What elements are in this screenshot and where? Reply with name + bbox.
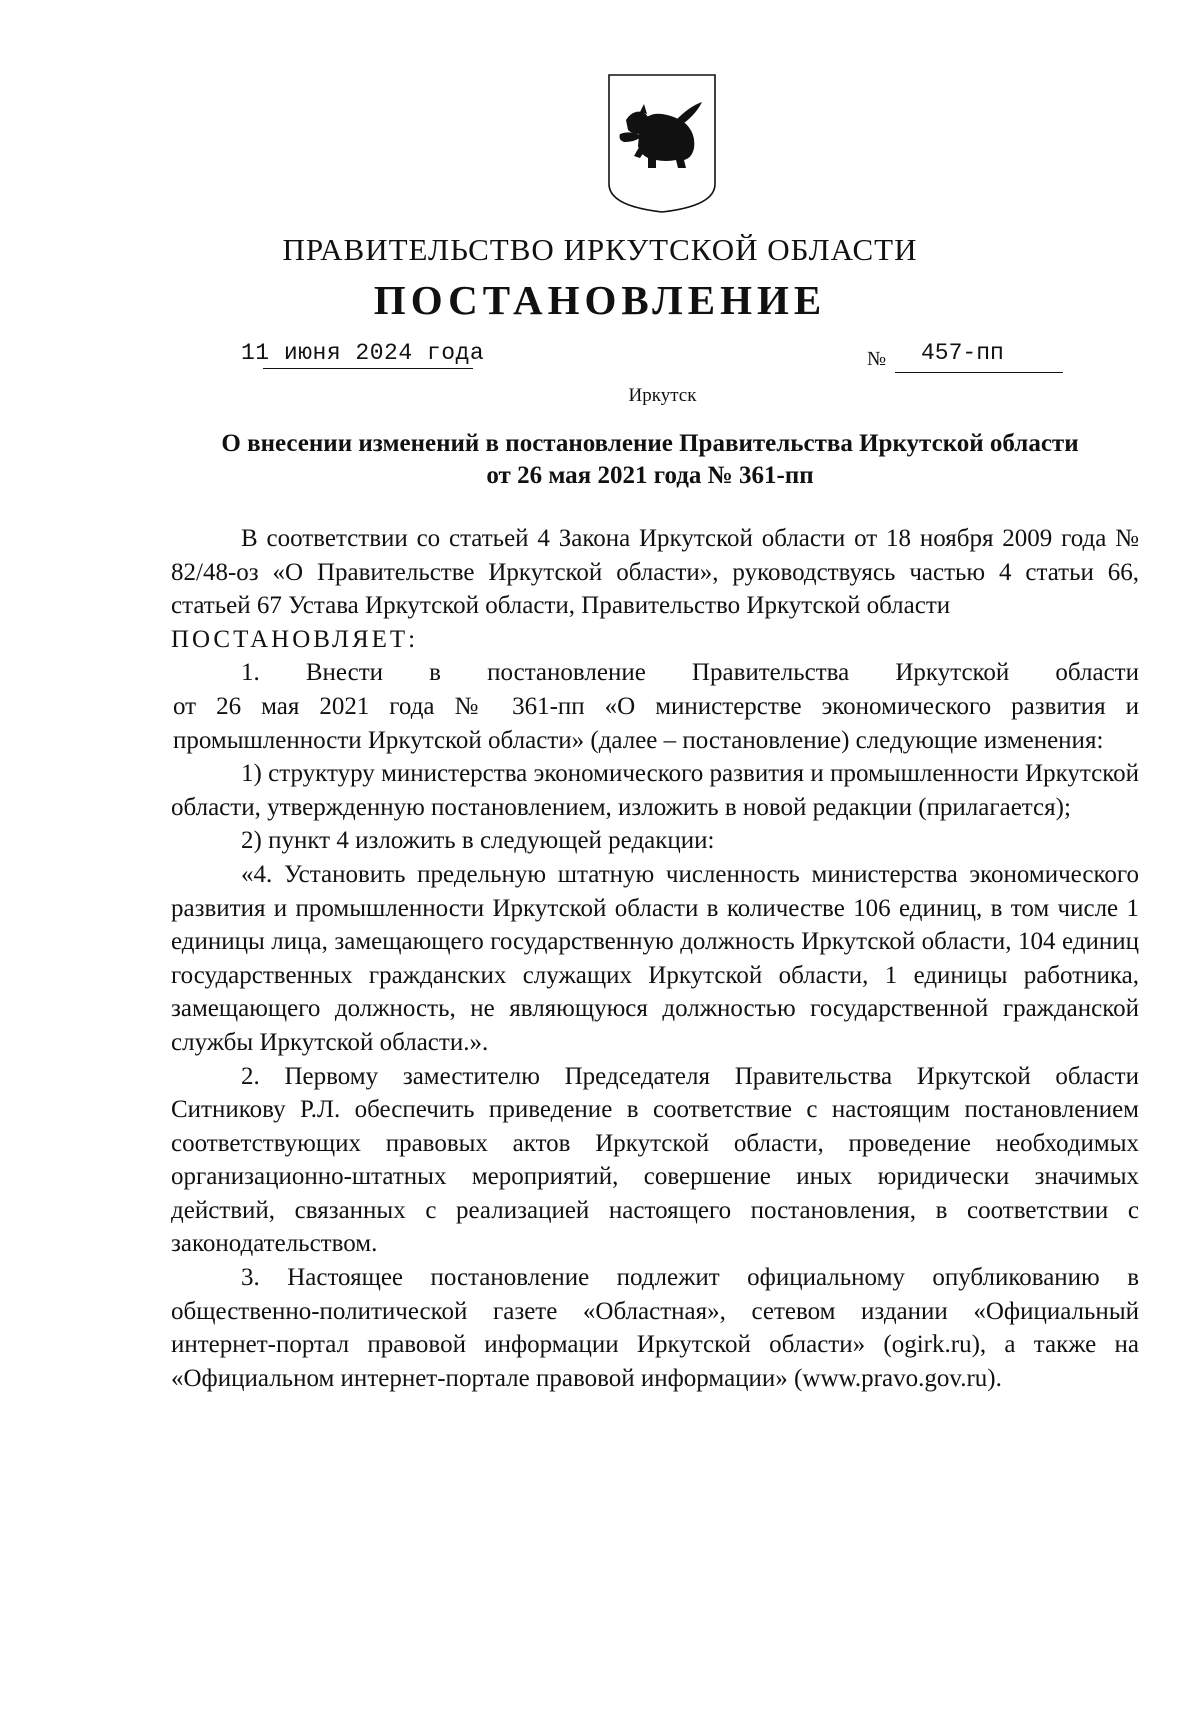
preamble-paragraph: В соответствии со статьей 4 Закона Иркутской области от 18 ноября 2009 года № 82/48-оз «О Правительстве Иркутской области», руководствуясь частью 4 статьи 66, статьей 67 Устава Иркутской области, Правительство Иркутской области [171, 525, 1139, 620]
item-3-paragraph: 3. Настоящее постановление подлежит официальному опубликованию в общественно-политической газете «Областная», сетевом издании «Официальный интернет-портал правовой информации Иркутской области» (ogirk.ru), а также на «Официальном интернет-портале правовой информации» (www.pravo.gov.ru). [171, 1264, 1139, 1392]
document-number: 457-пп [921, 340, 1004, 366]
coat-of-arms-emblem [606, 72, 718, 214]
document-date: 11 июня 2024 года [241, 340, 485, 366]
number-sign: № [867, 348, 887, 370]
item-1-subitem-1: 1) структуру министерства экономического развития и промышленности Иркутской области, утвержденную постановлением, изложить в новой редакции (прилагается); [171, 760, 1139, 821]
babr-animal-icon [620, 102, 703, 168]
date-underline [263, 368, 473, 369]
item-1-text: от 26 мая 2021 года № 361-пп «О министерстве экономического развития и промышленности Иркутской области» (далее – постановление) следующие изменения: [173, 692, 1139, 754]
city-name: Иркутск [628, 385, 697, 406]
title-line-1: О внесении изменений в постановление Правительства Иркутской области [221, 430, 1079, 457]
item-1-quoted-text: «4. Установить предельную штатную численность министерства экономического развития и промышленности Иркутской области в количестве 106 единиц, в том числе 1 единицы лица, замещающего государственную должность Иркутской области, 104 единиц государственных гражданских служащих Иркутской области, 1 единицы работника, замещающего должность, не являющуюся должностью государственной гражданской службы Иркутской области.». [171, 860, 1139, 1056]
document-body [171, 522, 1139, 1395]
title-line-2: от 26 мая 2021 года № 361-пп [486, 462, 814, 489]
item-2-paragraph: 2. Первому заместителю Председателя Правительства Иркутской области Ситникову Р.Л. обеспечить приведение в соответствие с настоящим постановлением соответствующих правовых актов Иркутской области, проведение необходимых организационно-штатных мероприятий, совершение иных юридически значимых действий, связанных с реализацией настоящего постановления, в соответствии с законодательством. [171, 1062, 1139, 1258]
document-title [150, 428, 1150, 492]
government-name: ПРАВИТЕЛЬСТВО ИРКУТСКОЙ ОБЛАСТИ [282, 232, 918, 267]
item-1-intro: 1. Внести в постановление Правительства Иркутской области [241, 659, 1139, 687]
item-1-subitem-2: 2) пункт 4 изложить в следующей редакции: [241, 827, 715, 855]
document-type-heading: ПОСТАНОВЛЕНИЕ [373, 277, 827, 323]
number-underline [895, 372, 1063, 373]
decree-word: ПОСТАНОВЛЯЕТ: [171, 625, 419, 653]
